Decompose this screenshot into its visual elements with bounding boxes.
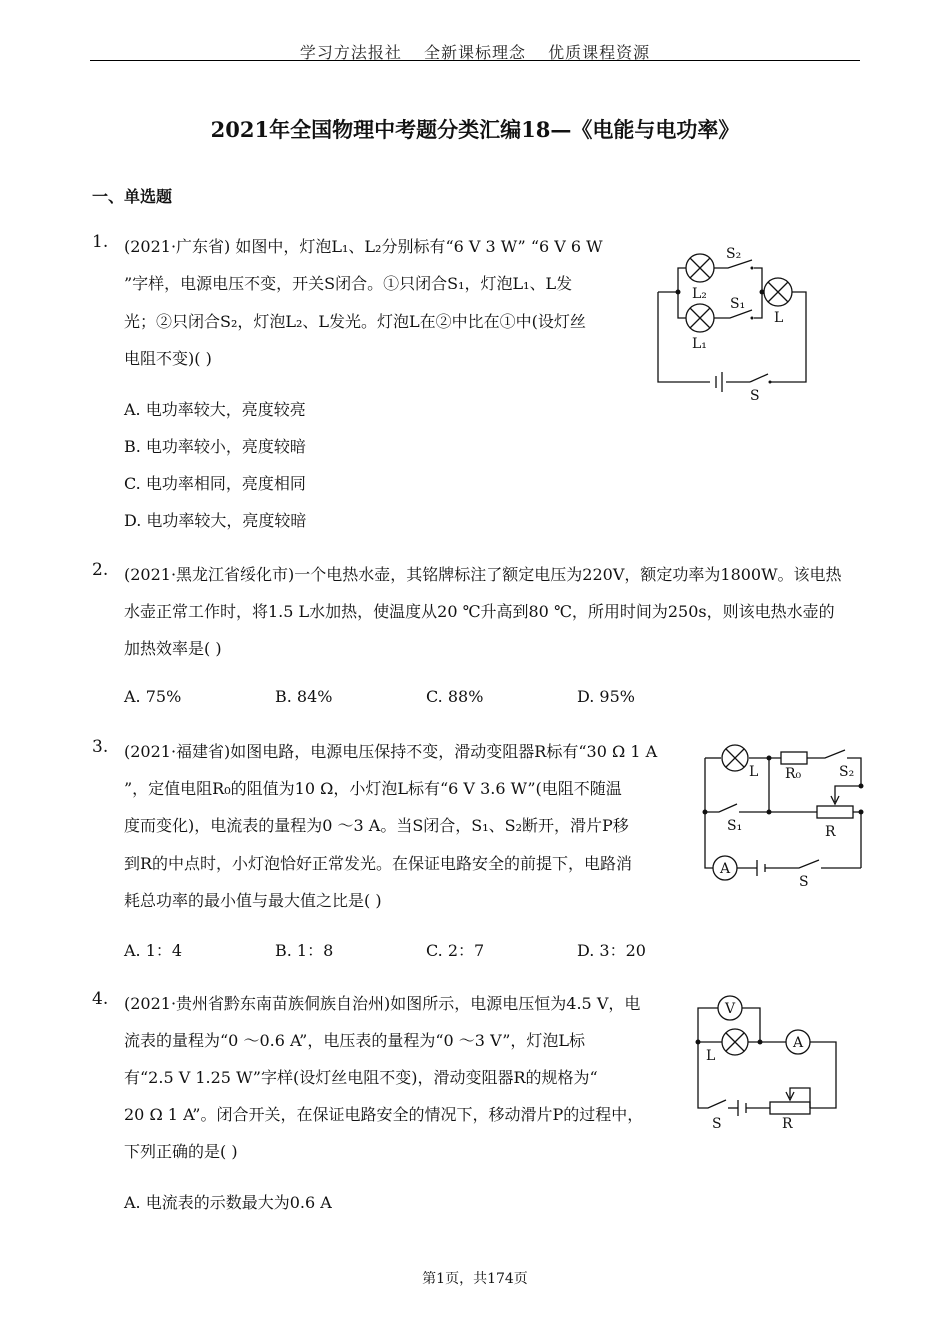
- label: S₁: [730, 296, 746, 312]
- label: S: [799, 874, 809, 890]
- question-number: 4.: [92, 989, 109, 1009]
- label: V: [725, 1001, 736, 1017]
- question-line: 到R的中点时，小灯泡恰好正常发光。在保证电路安全的前提下，电路消: [124, 854, 633, 873]
- option-c: C. 2：7: [426, 941, 485, 960]
- page-footer: 第1页，共174页: [422, 1271, 528, 1287]
- circuit-diagram-q3: [695, 740, 870, 890]
- lamp-icon: [722, 1029, 748, 1055]
- option-c: C. 88%: [426, 687, 484, 706]
- question-line: ”字样，电源电压不变，开关S闭合。①只闭合S₁，灯泡L₁、L发: [124, 274, 573, 293]
- question-line: ”，定值电阻R₀的阻值为10 Ω，小灯泡L标有“6 V 3.6 W”(电阻不随温: [124, 779, 622, 798]
- page-title: 2021年全国物理中考题分类汇编18—《电能与电功率》: [210, 117, 740, 142]
- label: R: [782, 1116, 793, 1130]
- lamp-icon: [686, 254, 714, 282]
- option-a: A. 75%: [124, 687, 182, 706]
- question-line: (2021·福建省)如图电路，电源电压保持不变，滑动变阻器R标有“30 Ω 1 A: [124, 742, 658, 761]
- label: S₂: [839, 764, 855, 780]
- lamp-icon: [764, 278, 792, 306]
- header-item: 学习方法报社: [299, 43, 402, 62]
- label: R: [825, 824, 836, 840]
- question-line: 加热效率是( ): [124, 639, 222, 658]
- label: R₀: [785, 766, 802, 782]
- option-d: D. 3：20: [577, 941, 646, 960]
- question-line: 流表的量程为“0 ～0.6 A”，电压表的量程为“0 ～3 V”，灯泡L标: [124, 1031, 586, 1050]
- question-line: 有“2.5 V 1.25 W”字样(设灯丝电阻不变)，滑动变阻器R的规格为“: [124, 1068, 598, 1087]
- question-line: (2021·广东省) 如图中，灯泡L₁、L₂分别标有“6 V 3 W” “6 V 6 W: [124, 237, 603, 256]
- lamp-icon: [722, 745, 748, 771]
- option-d: D. 电功率较大，亮度较暗: [124, 511, 307, 530]
- option-b: B. 1：8: [275, 941, 334, 960]
- question-line: 20 Ω 1 A”。闭合开关，在保证电路安全的情况下，移动滑片P的过程中，: [124, 1105, 644, 1124]
- option-d: D. 95%: [577, 687, 635, 706]
- label: L: [774, 310, 784, 326]
- question-line: 下列正确的是( ): [124, 1142, 238, 1161]
- header-item: 全新课标理念: [423, 43, 526, 62]
- question-number: 2.: [92, 560, 109, 580]
- question-number: 1.: [92, 232, 109, 252]
- option-c: C. 电功率相同，亮度相同: [124, 474, 306, 493]
- option-b: B. 84%: [275, 687, 333, 706]
- option-a: A. 电流表的示数最大为0.6 A: [124, 1193, 332, 1212]
- label: S: [750, 388, 760, 404]
- label: A: [720, 861, 731, 877]
- option-a: A. 1：4: [124, 941, 183, 960]
- circuit-diagram-q1: [650, 240, 820, 405]
- label: L₁: [692, 336, 707, 352]
- label: L: [749, 764, 759, 780]
- option-b: B. 电功率较小，亮度较暗: [124, 437, 306, 456]
- label: L: [706, 1048, 716, 1064]
- question-number: 3.: [92, 737, 109, 757]
- question-line: 水壶正常工作时，将1.5 L水加热，使温度从20 ℃升高到80 ℃，所用时间为250s，则该电热水壶的: [124, 602, 835, 621]
- option-a: A. 电功率较大，亮度较亮: [124, 400, 306, 419]
- header-item: 优质课程资源: [548, 43, 651, 62]
- label: S₁: [727, 818, 743, 834]
- label: S₂: [726, 246, 742, 262]
- question-line: (2021·贵州省黔东南苗族侗族自治州)如图所示，电源电压恒为4.5 V，电: [124, 994, 641, 1013]
- circuit-diagram-q4: [690, 990, 850, 1130]
- label: L₂: [692, 286, 707, 302]
- question-line: 度而变化)，电流表的量程为0 ～3 A。当S闭合，S₁、S₂断开，滑片P移: [124, 816, 629, 835]
- label: S: [712, 1116, 722, 1130]
- question-line: 耗总功率的最小值与最大值之比是( ): [124, 891, 382, 910]
- section-heading: 一、单选题: [92, 187, 173, 206]
- header-divider: [90, 60, 860, 61]
- question-line: 光；②只闭合S₂，灯泡L₂、L发光。灯泡L在②中比在①中(设灯丝: [124, 312, 586, 331]
- question-line: (2021·黑龙江省绥化市)一个电热水壶，其铭牌标注了额定电压为220V，额定功率为1800W。该电热: [124, 565, 842, 584]
- question-line: 电阻不变)( ): [124, 349, 212, 368]
- label: A: [793, 1035, 804, 1051]
- lamp-icon: [686, 304, 714, 332]
